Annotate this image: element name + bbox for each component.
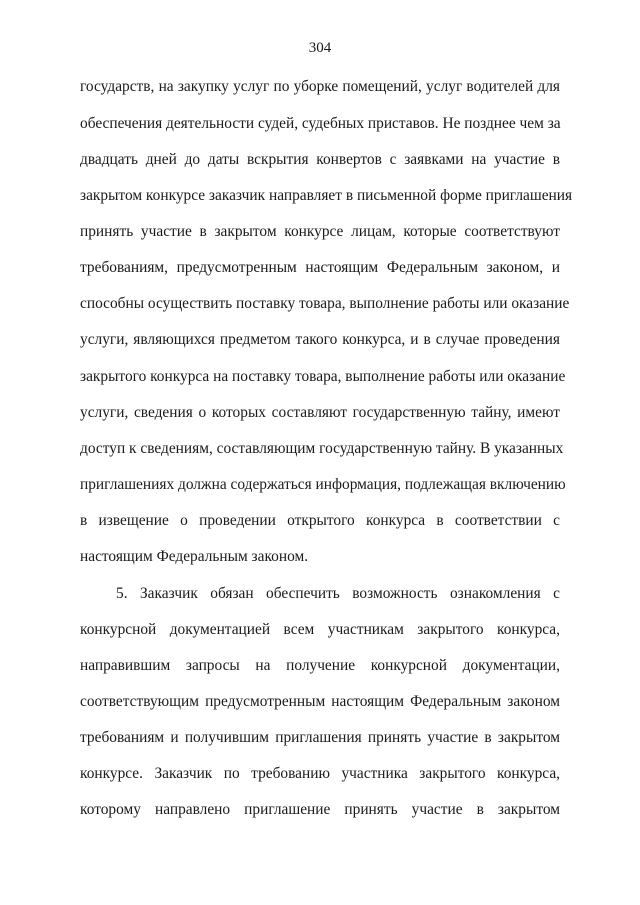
paragraph-start-line: 5. Заказчик обязан обеспечить возможность ознакомления с — [116, 585, 560, 602]
text-line: приглашениях должна содержаться информация, подлежащая включению — [80, 476, 566, 493]
text-line: двадцать дней до даты вскрытия конвертов с заявками на участие в — [80, 151, 560, 168]
text-line: конкурсе. Заказчик по требованию участника закрытого конкурса, — [80, 765, 560, 782]
text-line: направившим запросы на получение конкурсной документации, — [80, 657, 560, 674]
text-line: которому направлено приглашение принять участие в закрытом — [80, 801, 560, 818]
text-line: соответствующим предусмотренным настоящим Федеральным законом — [80, 693, 560, 710]
text-line: способны осуществить поставку товара, выполнение работы или оказание — [80, 295, 570, 312]
text-line: требованиям и получившим приглашения принять участие в закрытом — [80, 729, 560, 746]
text-line: настоящим Федеральным законом. — [80, 548, 309, 565]
text-line: услуги, сведения о которых составляют государственную тайну, имеют — [80, 404, 560, 421]
text-line: закрытого конкурса на поставку товара, выполнение работы или оказание — [80, 368, 566, 385]
text-line: доступ к сведениям, составляющим государственную тайну. В указанных — [80, 440, 564, 457]
text-line: закрытом конкурсе заказчик направляет в письменной форме приглашения — [80, 187, 573, 204]
text-line: услуги, являющихся предметом такого конкурса, и в случае проведения — [80, 331, 560, 348]
text-line: обеспечения деятельности судей, судебных приставов. Не позднее чем за — [80, 115, 561, 132]
text-line: в извещение о проведении открытого конкурса в соответствии с — [80, 512, 560, 529]
page-number: 304 — [308, 40, 332, 56]
text-line: требованиям, предусмотренным настоящим Федеральным законом, и — [80, 259, 560, 276]
text-line: принять участие в закрытом конкурсе лицам, которые соответствуют — [80, 223, 560, 240]
text-line: конкурсной документацией всем участникам закрытого конкурса, — [80, 621, 560, 638]
text-line: государств, на закупку услуг по уборке помещений, услуг водителей для — [80, 78, 560, 95]
